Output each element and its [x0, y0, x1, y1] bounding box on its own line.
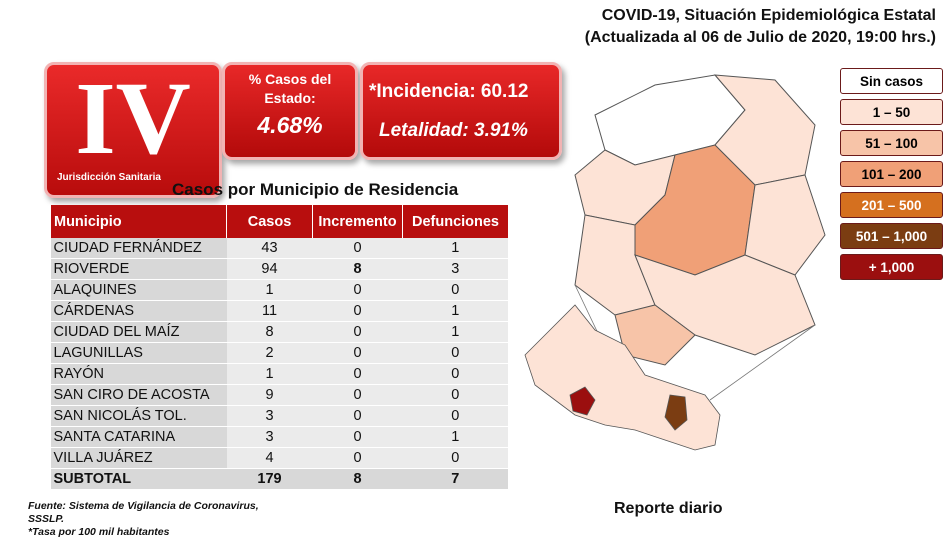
row-municipio: VILLA JUÁREZ [51, 448, 227, 469]
table-row [51, 322, 509, 343]
row-incremento: 0 [313, 427, 403, 448]
report-label: Reporte diario [614, 500, 723, 517]
row-municipio: RAYÓN [51, 364, 227, 385]
row-incremento: 8 [313, 259, 403, 280]
row-defunciones: 1 [403, 301, 509, 322]
legend-item: 101 – 200 [840, 161, 943, 187]
row-casos: 3 [227, 406, 313, 427]
row-defunciones: 1 [403, 427, 509, 448]
row-defunciones: 1 [403, 238, 509, 259]
row-municipio: CÁRDENAS [51, 301, 227, 322]
row-casos: 1 [227, 280, 313, 301]
legend-item: + 1,000 [840, 254, 943, 280]
legend-item: 501 – 1,000 [840, 223, 943, 249]
row-casos: 11 [227, 301, 313, 322]
table-row [51, 280, 509, 301]
row-defunciones: 0 [403, 406, 509, 427]
table-row [51, 364, 509, 385]
legend-item: 51 – 100 [840, 130, 943, 156]
table-row [51, 448, 509, 469]
table-row [51, 301, 509, 322]
percent-cases-label: % Casos del Estado: [248, 71, 332, 106]
row-municipio: ALAQUINES [51, 280, 227, 301]
row-casos: 3 [227, 427, 313, 448]
table-row [51, 343, 509, 364]
table-row [51, 238, 509, 259]
table-header-row [51, 205, 509, 238]
row-incremento: 0 [313, 364, 403, 385]
percent-cases-value: 4.68% [257, 112, 323, 138]
col-casos: Casos [227, 205, 313, 238]
footer-notes [28, 500, 259, 539]
state-municipality-map [515, 55, 835, 455]
row-defunciones: 0 [403, 448, 509, 469]
subtotal-row [51, 469, 509, 490]
row-defunciones: 0 [403, 385, 509, 406]
col-municipio: Municipio [51, 205, 227, 238]
incidence-value: *Incidencia: 60.12 [369, 81, 529, 102]
row-municipio: SAN NICOLÁS TOL. [51, 406, 227, 427]
legend-item: Sin casos [840, 68, 943, 94]
subtotal-cell: 7 [403, 469, 509, 490]
row-municipio: LAGUNILLAS [51, 343, 227, 364]
table-row [51, 259, 509, 280]
row-casos: 9 [227, 385, 313, 406]
table-row [51, 385, 509, 406]
subtotal-cell: SUBTOTAL [51, 469, 227, 490]
jurisdiction-subtitle: Jurisdicción Sanitaria [57, 172, 161, 183]
footer-source-org: SSSLP. [28, 513, 64, 525]
row-municipio: SAN CIRO DE ACOSTA [51, 385, 227, 406]
row-municipio: CIUDAD FERNÁNDEZ [51, 238, 227, 259]
legend-item: 1 – 50 [840, 99, 943, 125]
subtotal-cell: 8 [313, 469, 403, 490]
subtotal-cell: 179 [227, 469, 313, 490]
lethality-value: Letalidad: 3.91% [379, 120, 528, 141]
legend-item: 201 – 500 [840, 192, 943, 218]
row-casos: 4 [227, 448, 313, 469]
row-casos: 94 [227, 259, 313, 280]
col-incremento: Incremento [313, 205, 403, 238]
table-row [51, 427, 509, 448]
footer-source: Fuente: Sistema de Vigilancia de Coronavirus, [28, 500, 259, 512]
municipality-table [50, 205, 508, 490]
row-incremento: 0 [313, 385, 403, 406]
row-casos: 2 [227, 343, 313, 364]
row-incremento: 0 [313, 280, 403, 301]
row-casos: 1 [227, 364, 313, 385]
row-casos: 43 [227, 238, 313, 259]
jurisdiction-badge [44, 62, 222, 198]
col-defunciones: Defunciones [403, 205, 509, 238]
row-defunciones: 3 [403, 259, 509, 280]
percent-cases-box [222, 62, 358, 160]
report-title: COVID-19, Situación Epidemiológica Estatal [601, 7, 936, 24]
footer-rate-note: *Tasa por 100 mil habitantes [28, 526, 170, 538]
row-defunciones: 0 [403, 280, 509, 301]
row-incremento: 0 [313, 343, 403, 364]
report-date: (Actualizada al 06 de Julio de 2020, 19:00 hrs.) [584, 29, 936, 46]
row-defunciones: 1 [403, 322, 509, 343]
row-municipio: CIUDAD DEL MAÍZ [51, 322, 227, 343]
row-incremento: 0 [313, 301, 403, 322]
row-incremento: 0 [313, 406, 403, 427]
row-municipio: RIOVERDE [51, 259, 227, 280]
table-title: Casos por Municipio de Residencia [172, 180, 459, 199]
row-municipio: SANTA CATARINA [51, 427, 227, 448]
row-incremento: 0 [313, 448, 403, 469]
row-incremento: 0 [313, 238, 403, 259]
table-row [51, 406, 509, 427]
row-casos: 8 [227, 322, 313, 343]
row-defunciones: 0 [403, 364, 509, 385]
row-defunciones: 0 [403, 343, 509, 364]
jurisdiction-numeral: IV [75, 61, 191, 176]
row-incremento: 0 [313, 322, 403, 343]
